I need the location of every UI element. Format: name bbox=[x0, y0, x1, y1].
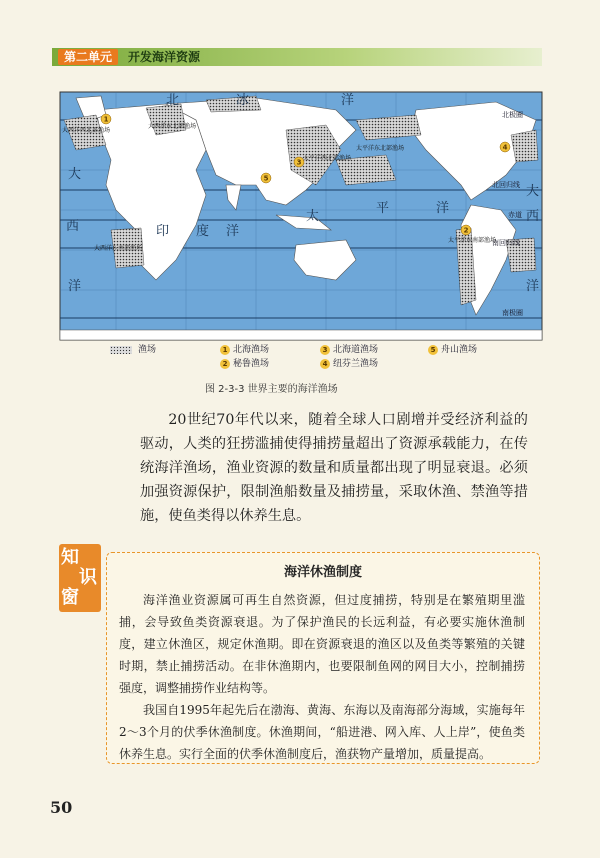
legend-item-2 bbox=[220, 358, 269, 370]
world-fishery-map bbox=[56, 90, 546, 370]
label-antarctic-circle: 南极圈 bbox=[502, 309, 523, 317]
marker-2: 2 bbox=[463, 226, 469, 235]
legend-label-3: 北海道渔场 bbox=[333, 345, 379, 355]
ocean-label-atlantic-right-3: 洋 bbox=[526, 279, 540, 294]
legend-item-4 bbox=[320, 358, 378, 370]
legend-item-5 bbox=[428, 344, 477, 356]
legend-item-1 bbox=[220, 344, 269, 356]
legend-fishery bbox=[110, 344, 156, 356]
ocean-label-atlantic-right-2: 西 bbox=[526, 209, 540, 224]
marker-4: 4 bbox=[502, 143, 508, 152]
legend-marker-3: 3 bbox=[320, 345, 330, 355]
legend-label-1: 北海渔场 bbox=[233, 345, 270, 355]
legend-marker-1: 1 bbox=[220, 345, 230, 355]
legend-label-2: 秘鲁渔场 bbox=[233, 359, 270, 369]
figure-caption: 图 2-3-3 世界主要的海洋渔场 bbox=[205, 384, 338, 395]
page-number: 50 bbox=[50, 798, 73, 817]
knowledge-window-tag bbox=[59, 544, 101, 612]
ocean-label-indian-3: 洋 bbox=[226, 224, 240, 239]
map-svg bbox=[56, 90, 546, 370]
legend-label-5: 舟山渔场 bbox=[441, 345, 478, 355]
knowledge-paragraph-1: 海洋渔业资源属可再生自然资源，但过度捕捞，特别是在繁殖期里滥捕，会导致鱼类资源衰退。为了保护渔民的长远利益，有必要实施休渔制度，建立休渔区，规定休渔期。即在资源衰退的渔区以及鱼类等繁殖的关键时期，禁止捕捞活动。在非休渔期内，也要限制鱼网的网目大小，控制捕捞强度，调整捕捞作业结构等。 bbox=[119, 593, 525, 695]
ocean-label-arctic-2: 冰 bbox=[236, 93, 250, 108]
main-paragraph: 20世纪70年代以来，随着全球人口剧增并受经济利益的驱动，人类的狂捞滥捕使得捕捞量超出了资源承载能力，在传统海洋渔场，渔业资源的数量和质量都出现了明显衰退。必须加强资源保护，限制渔船数量及捕捞量，采取休渔、禁渔等措施，使鱼类得以休养生息。 bbox=[140, 412, 528, 524]
tag-char-1: 知 bbox=[61, 547, 79, 568]
ocean-label-atlantic-2: 西 bbox=[66, 219, 80, 234]
legend-fishery-swatch bbox=[110, 346, 132, 354]
label-arctic-circle: 北极圈 bbox=[502, 111, 523, 119]
knowledge-paragraph-2: 我国自1995年起先后在渤海、黄海、东海以及南海部分海域，实施每年2～3个月的伏季休渔制度。休渔期间，“船进港、网入库、人上岸”，使鱼类休养生息。实行全面的伏季休渔制度后，渔获物产量增加，质量提高。 bbox=[119, 703, 525, 761]
label-ne-pacific-fishery: 太平洋东北部渔场 bbox=[356, 145, 405, 152]
label-tropic-capricorn: 南回归线 bbox=[492, 239, 520, 247]
tag-char-3: 窗 bbox=[61, 587, 79, 608]
knowledge-title: 海洋休渔制度 bbox=[283, 565, 362, 580]
knowledge-window-box bbox=[106, 552, 540, 764]
label-tropic-cancer: 北回归线 bbox=[492, 181, 520, 189]
ocean-label-arctic-1: 北 bbox=[166, 93, 180, 108]
label-nw-atlantic-fishery: 大西洋西北部渔场 bbox=[62, 127, 111, 134]
label-ne-atlantic-fishery: 大西洋东北部渔场 bbox=[148, 123, 197, 130]
ocean-label-indian-1: 印 bbox=[156, 224, 170, 239]
fishery-nw-n-america bbox=[511, 130, 538, 162]
legend-marker-5: 5 bbox=[428, 345, 438, 355]
marker-1: 1 bbox=[103, 115, 109, 124]
legend-fishery-label: 渔场 bbox=[138, 345, 157, 355]
land-antarctica bbox=[60, 330, 542, 340]
label-se-atlantic-fishery: 大西洋东南部渔场 bbox=[94, 245, 143, 252]
ocean-label-arctic-3: 洋 bbox=[341, 93, 355, 108]
marker-5: 5 bbox=[263, 174, 269, 183]
ocean-label-atlantic-3: 洋 bbox=[68, 279, 82, 294]
map-legend bbox=[110, 342, 530, 372]
marker-3: 3 bbox=[296, 158, 302, 167]
ocean-label-atlantic-1: 大 bbox=[68, 167, 82, 182]
ocean-label-pacific-1: 太 bbox=[306, 209, 320, 224]
ocean-label-atlantic-right-1: 大 bbox=[526, 184, 540, 199]
ocean-label-indian-2: 度 bbox=[196, 224, 210, 239]
label-equator: 赤道 bbox=[508, 211, 522, 219]
label-nw-pacific-fishery: 太平洋西北部渔场 bbox=[303, 155, 352, 162]
unit-header-bar bbox=[52, 48, 542, 66]
legend-item-3 bbox=[320, 344, 378, 356]
ocean-label-pacific-2: 平 bbox=[376, 201, 390, 216]
label-se-pacific-fishery: 太平洋东南部渔场 bbox=[448, 237, 497, 244]
legend-marker-4: 4 bbox=[320, 359, 330, 369]
tag-char-2: 识 bbox=[79, 567, 97, 588]
knowledge-body bbox=[119, 589, 525, 765]
unit-label: 第二单元 bbox=[58, 49, 118, 65]
legend-label-4: 纽芬兰渔场 bbox=[333, 359, 379, 369]
ocean-label-pacific-3: 洋 bbox=[436, 201, 450, 216]
unit-title: 开发海洋资源 bbox=[128, 50, 201, 64]
legend-marker-2: 2 bbox=[220, 359, 230, 369]
